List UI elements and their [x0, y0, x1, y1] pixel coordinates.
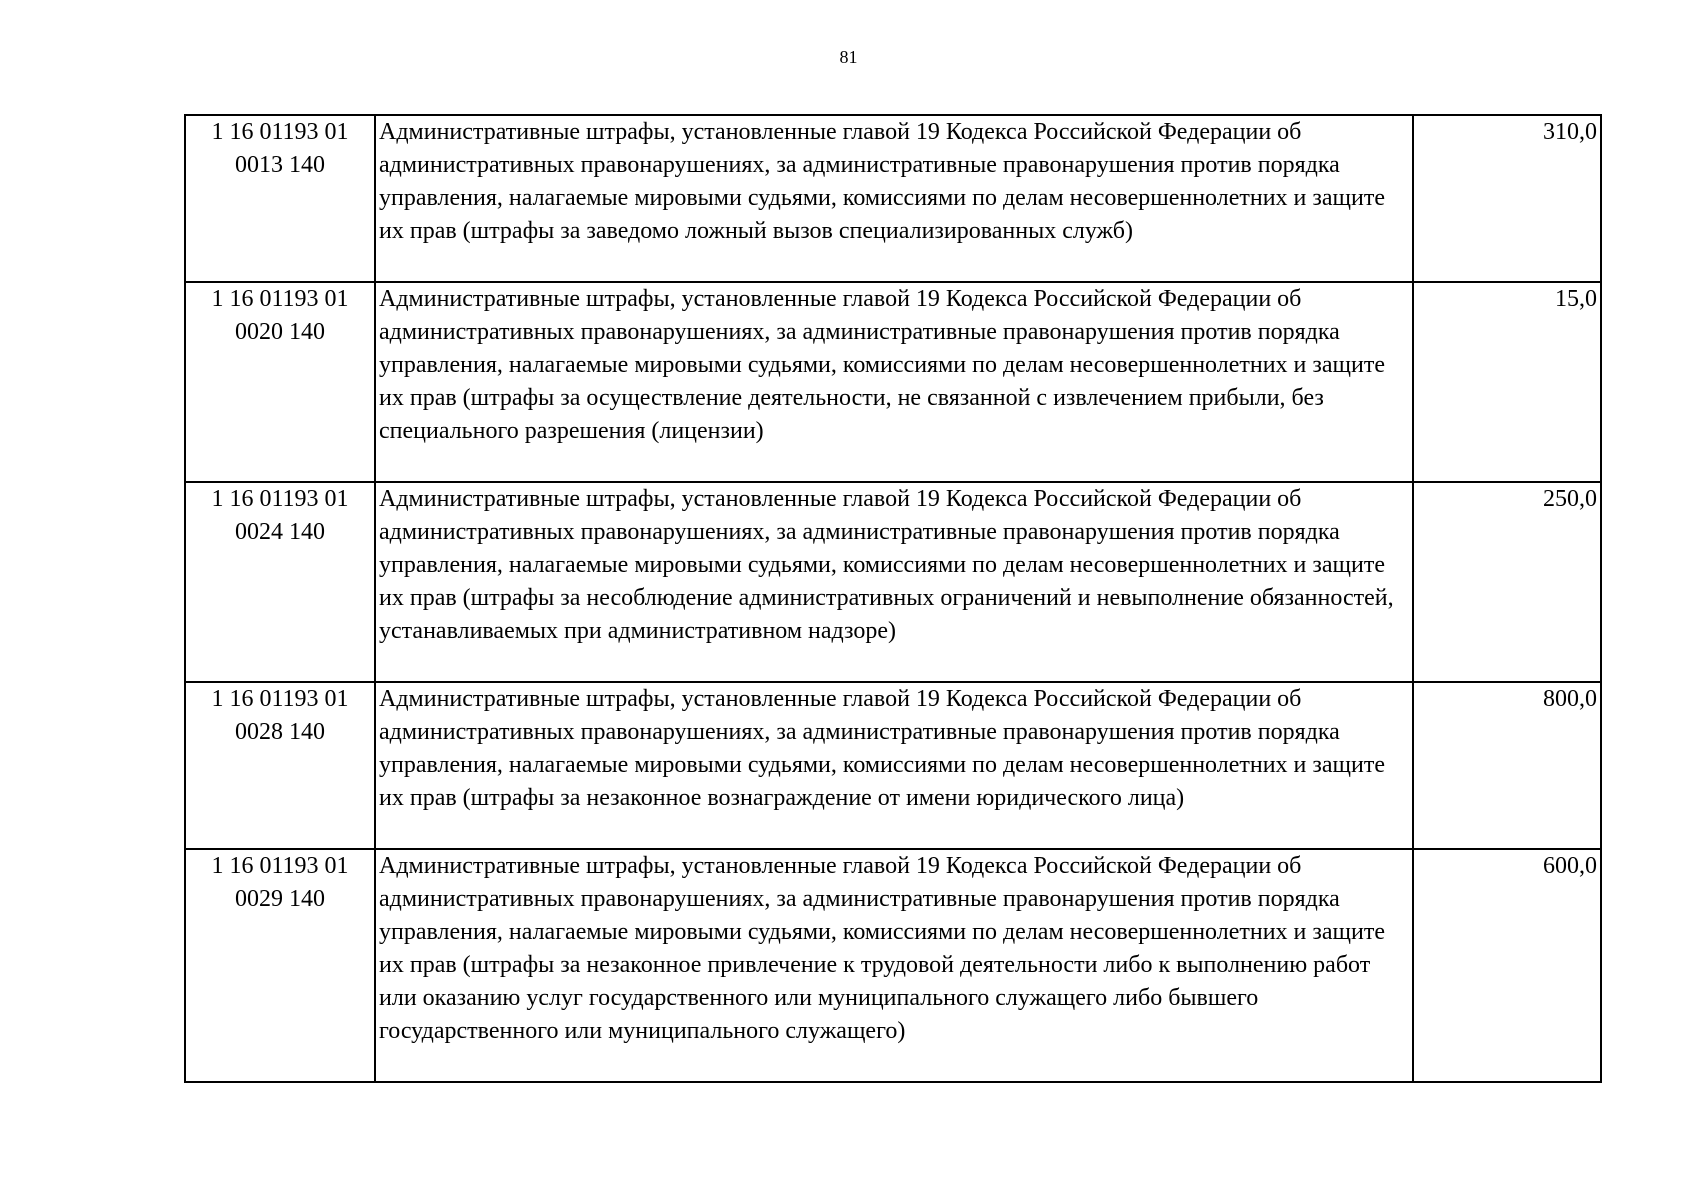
- budget-code-line1: 1 16 01193 01: [211, 486, 349, 512]
- table-row: [185, 682, 1601, 849]
- budget-code-line2: 0029 140: [235, 886, 325, 912]
- budget-code-cell: [185, 849, 375, 1082]
- budget-code-line2: 0013 140: [235, 152, 325, 178]
- budget-code-cell: [185, 482, 375, 682]
- budget-code-cell: [185, 682, 375, 849]
- revenue-table: [184, 114, 1602, 1083]
- budget-code-cell: [185, 115, 375, 282]
- table-row: [185, 482, 1601, 682]
- budget-code-line2: 0024 140: [235, 519, 325, 545]
- amount-cell: 800,0: [1413, 682, 1601, 849]
- budget-code-cell: [185, 282, 375, 482]
- budget-code-line2: 0028 140: [235, 719, 325, 745]
- page-number: 81: [839, 47, 858, 67]
- budget-code-line1: 1 16 01193 01: [211, 119, 349, 145]
- description-cell: Административные штрафы, установленные главой 19 Кодекса Российской Федерации об административных правонарушениях, за административные правонарушения против порядка управления, налагаемые мировыми судьями, комиссиями по делам несовершеннолетних и защите их прав (штрафы за незаконное привлечение к трудовой деятельности либо к выполнению работ или оказанию услуг государственного или муниципального служащего либо бывшего государственного или муниципального служащего): [375, 849, 1413, 1082]
- table-row: [185, 849, 1601, 1082]
- amount-cell: 250,0: [1413, 482, 1601, 682]
- amount-cell: 600,0: [1413, 849, 1601, 1082]
- description-cell: Административные штрафы, установленные главой 19 Кодекса Российской Федерации об административных правонарушениях, за административные правонарушения против порядка управления, налагаемые мировыми судьями, комиссиями по делам несовершеннолетних и защите их прав (штрафы за осуществление деятельности, не связанной с извлечением прибыли, без специального разрешения (лицензии): [375, 282, 1413, 482]
- budget-code-line1: 1 16 01193 01: [211, 686, 349, 712]
- amount-cell: 310,0: [1413, 115, 1601, 282]
- budget-code-line1: 1 16 01193 01: [211, 286, 349, 312]
- amount-cell: 15,0: [1413, 282, 1601, 482]
- description-cell: Административные штрафы, установленные главой 19 Кодекса Российской Федерации об административных правонарушениях, за административные правонарушения против порядка управления, налагаемые мировыми судьями, комиссиями по делам несовершеннолетних и защите их прав (штрафы за заведомо ложный вызов специализированных служб): [375, 115, 1413, 282]
- budget-code-line2: 0020 140: [235, 319, 325, 345]
- table-row: [185, 282, 1601, 482]
- budget-code-line1: 1 16 01193 01: [211, 853, 349, 879]
- description-cell: Административные штрафы, установленные главой 19 Кодекса Российской Федерации об административных правонарушениях, за административные правонарушения против порядка управления, налагаемые мировыми судьями, комиссиями по делам несовершеннолетних и защите их прав (штрафы за несоблюдение административных ограничений и невыполнение обязанностей, устанавливаемых при административном надзоре): [375, 482, 1413, 682]
- description-cell: Административные штрафы, установленные главой 19 Кодекса Российской Федерации об административных правонарушениях, за административные правонарушения против порядка управления, налагаемые мировыми судьями, комиссиями по делам несовершеннолетних и защите их прав (штрафы за незаконное вознаграждение от имени юридического лица): [375, 682, 1413, 849]
- table-row: [185, 115, 1601, 282]
